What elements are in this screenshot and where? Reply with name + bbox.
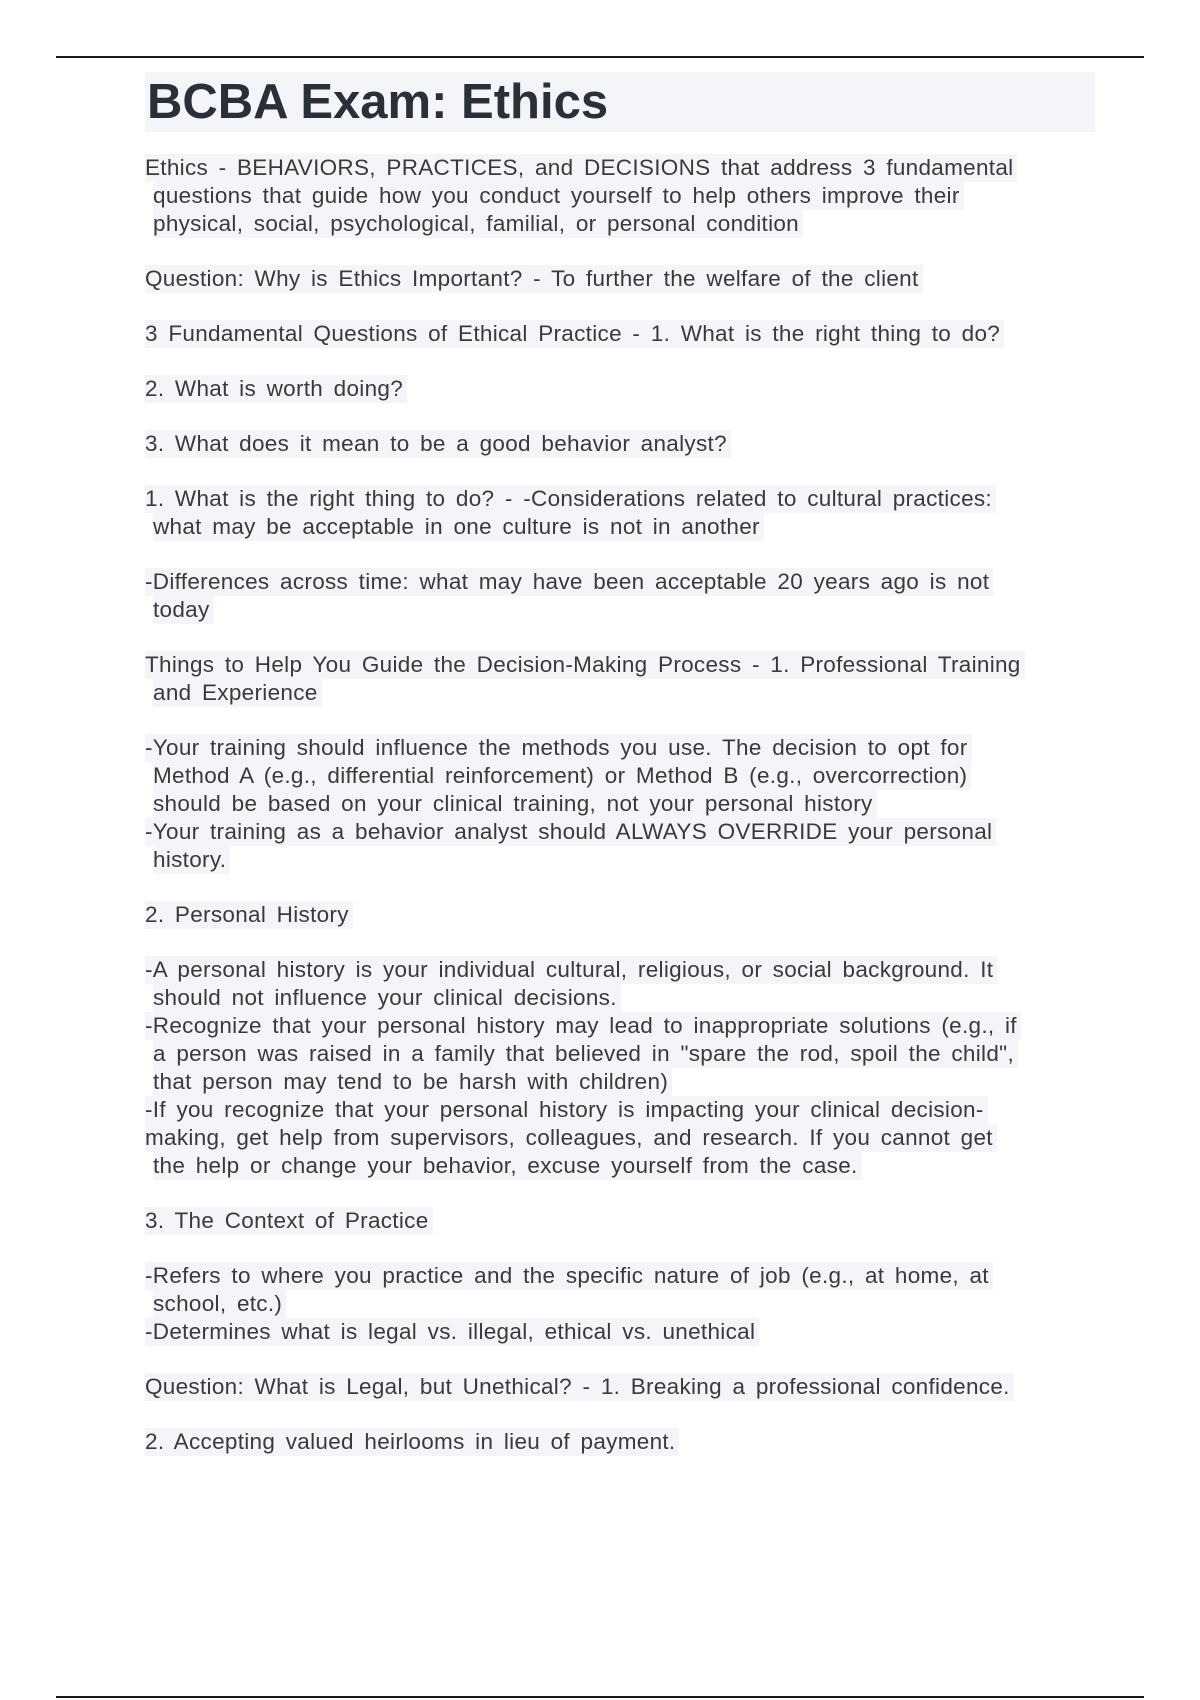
paragraph-good-analyst	[145, 430, 1095, 458]
text-line: 3 Fundamental Questions of Ethical Practice - 1. What is the right thing to do?	[145, 320, 1004, 348]
text-line: -Your training as a behavior analyst should ALWAYS OVERRIDE your personal	[145, 818, 996, 846]
paragraph-heirlooms	[145, 1428, 1095, 1456]
text-line: Ethics - BEHAVIORS, PRACTICES, and DECISIONS that address 3 fundamental	[145, 154, 1017, 182]
text-line: questions that guide how you conduct yourself to help others improve their	[153, 182, 964, 210]
text-line: what may be acceptable in one culture is not in another	[153, 513, 764, 541]
paragraph-decision-making	[145, 651, 1095, 707]
text-line: -Your training should influence the methods you use. The decision to opt for	[145, 734, 972, 762]
text-line: 3. What does it mean to be a good behavior analyst?	[145, 430, 731, 458]
text-line: Things to Help You Guide the Decision-Making Process - 1. Professional Training	[145, 651, 1025, 679]
text-line: should be based on your clinical training, not your personal history	[153, 790, 877, 818]
page-title: BCBA Exam: Ethics	[145, 72, 1095, 132]
text-line: making, get help from supervisors, colleagues, and research. If you cannot get	[145, 1124, 997, 1152]
text-line: -A personal history is your individual cultural, religious, or social background. It	[145, 956, 997, 984]
top-rule	[56, 56, 1144, 58]
paragraph-personal-history-heading	[145, 901, 1095, 929]
text-line: today	[153, 596, 214, 624]
paragraph-training	[145, 734, 1095, 874]
paragraph-context-heading	[145, 1207, 1095, 1235]
text-line: that person may tend to be harsh with children)	[153, 1068, 672, 1096]
text-line: a person was raised in a family that believed in "spare the rod, spoil the child",	[153, 1040, 1018, 1068]
text-line: and Experience	[153, 679, 322, 707]
text-line: Method A (e.g., differential reinforcement) or Method B (e.g., overcorrection)	[153, 762, 971, 790]
paragraph-fundamental-questions	[145, 320, 1095, 348]
text-line: 2. Personal History	[145, 901, 353, 929]
text-line: -Differences across time: what may have been acceptable 20 years ago is not	[145, 568, 993, 596]
paragraph-differences-time	[145, 568, 1095, 624]
paragraph-legal-unethical	[145, 1373, 1095, 1401]
text-line: school, etc.)	[153, 1290, 286, 1318]
bottom-rule	[56, 1696, 1144, 1698]
text-line: 3. The Context of Practice	[145, 1207, 433, 1235]
text-line: history.	[153, 846, 230, 874]
text-line: 2. Accepting valued heirlooms in lieu of payment.	[145, 1428, 679, 1456]
paragraph-why-ethics	[145, 265, 1095, 293]
text-line: -Determines what is legal vs. illegal, ethical vs. unethical	[145, 1318, 759, 1346]
text-line: Question: Why is Ethics Important? - To further the welfare of the client	[145, 265, 923, 293]
document-body	[145, 72, 1095, 1456]
text-line: physical, social, psychological, familial, or personal condition	[153, 210, 803, 238]
paragraph-context	[145, 1262, 1095, 1346]
text-line: 1. What is the right thing to do? - -Considerations related to cultural practices:	[145, 485, 996, 513]
text-line: should not influence your clinical decisions.	[153, 984, 621, 1012]
text-line: Question: What is Legal, but Unethical? - 1. Breaking a professional confidence.	[145, 1373, 1014, 1401]
text-line: -If you recognize that your personal history is impacting your clinical decision-	[145, 1096, 988, 1124]
text-line: -Recognize that your personal history may lead to inappropriate solutions (e.g., if	[145, 1012, 1021, 1040]
paragraph-worth-doing	[145, 375, 1095, 403]
paragraph-right-thing	[145, 485, 1095, 541]
paragraph-personal-history	[145, 956, 1095, 1180]
text-line: 2. What is worth doing?	[145, 375, 407, 403]
text-line: the help or change your behavior, excuse yourself from the case.	[153, 1152, 862, 1180]
paragraph-ethics-definition	[145, 154, 1095, 238]
text-line: -Refers to where you practice and the specific nature of job (e.g., at home, at	[145, 1262, 993, 1290]
